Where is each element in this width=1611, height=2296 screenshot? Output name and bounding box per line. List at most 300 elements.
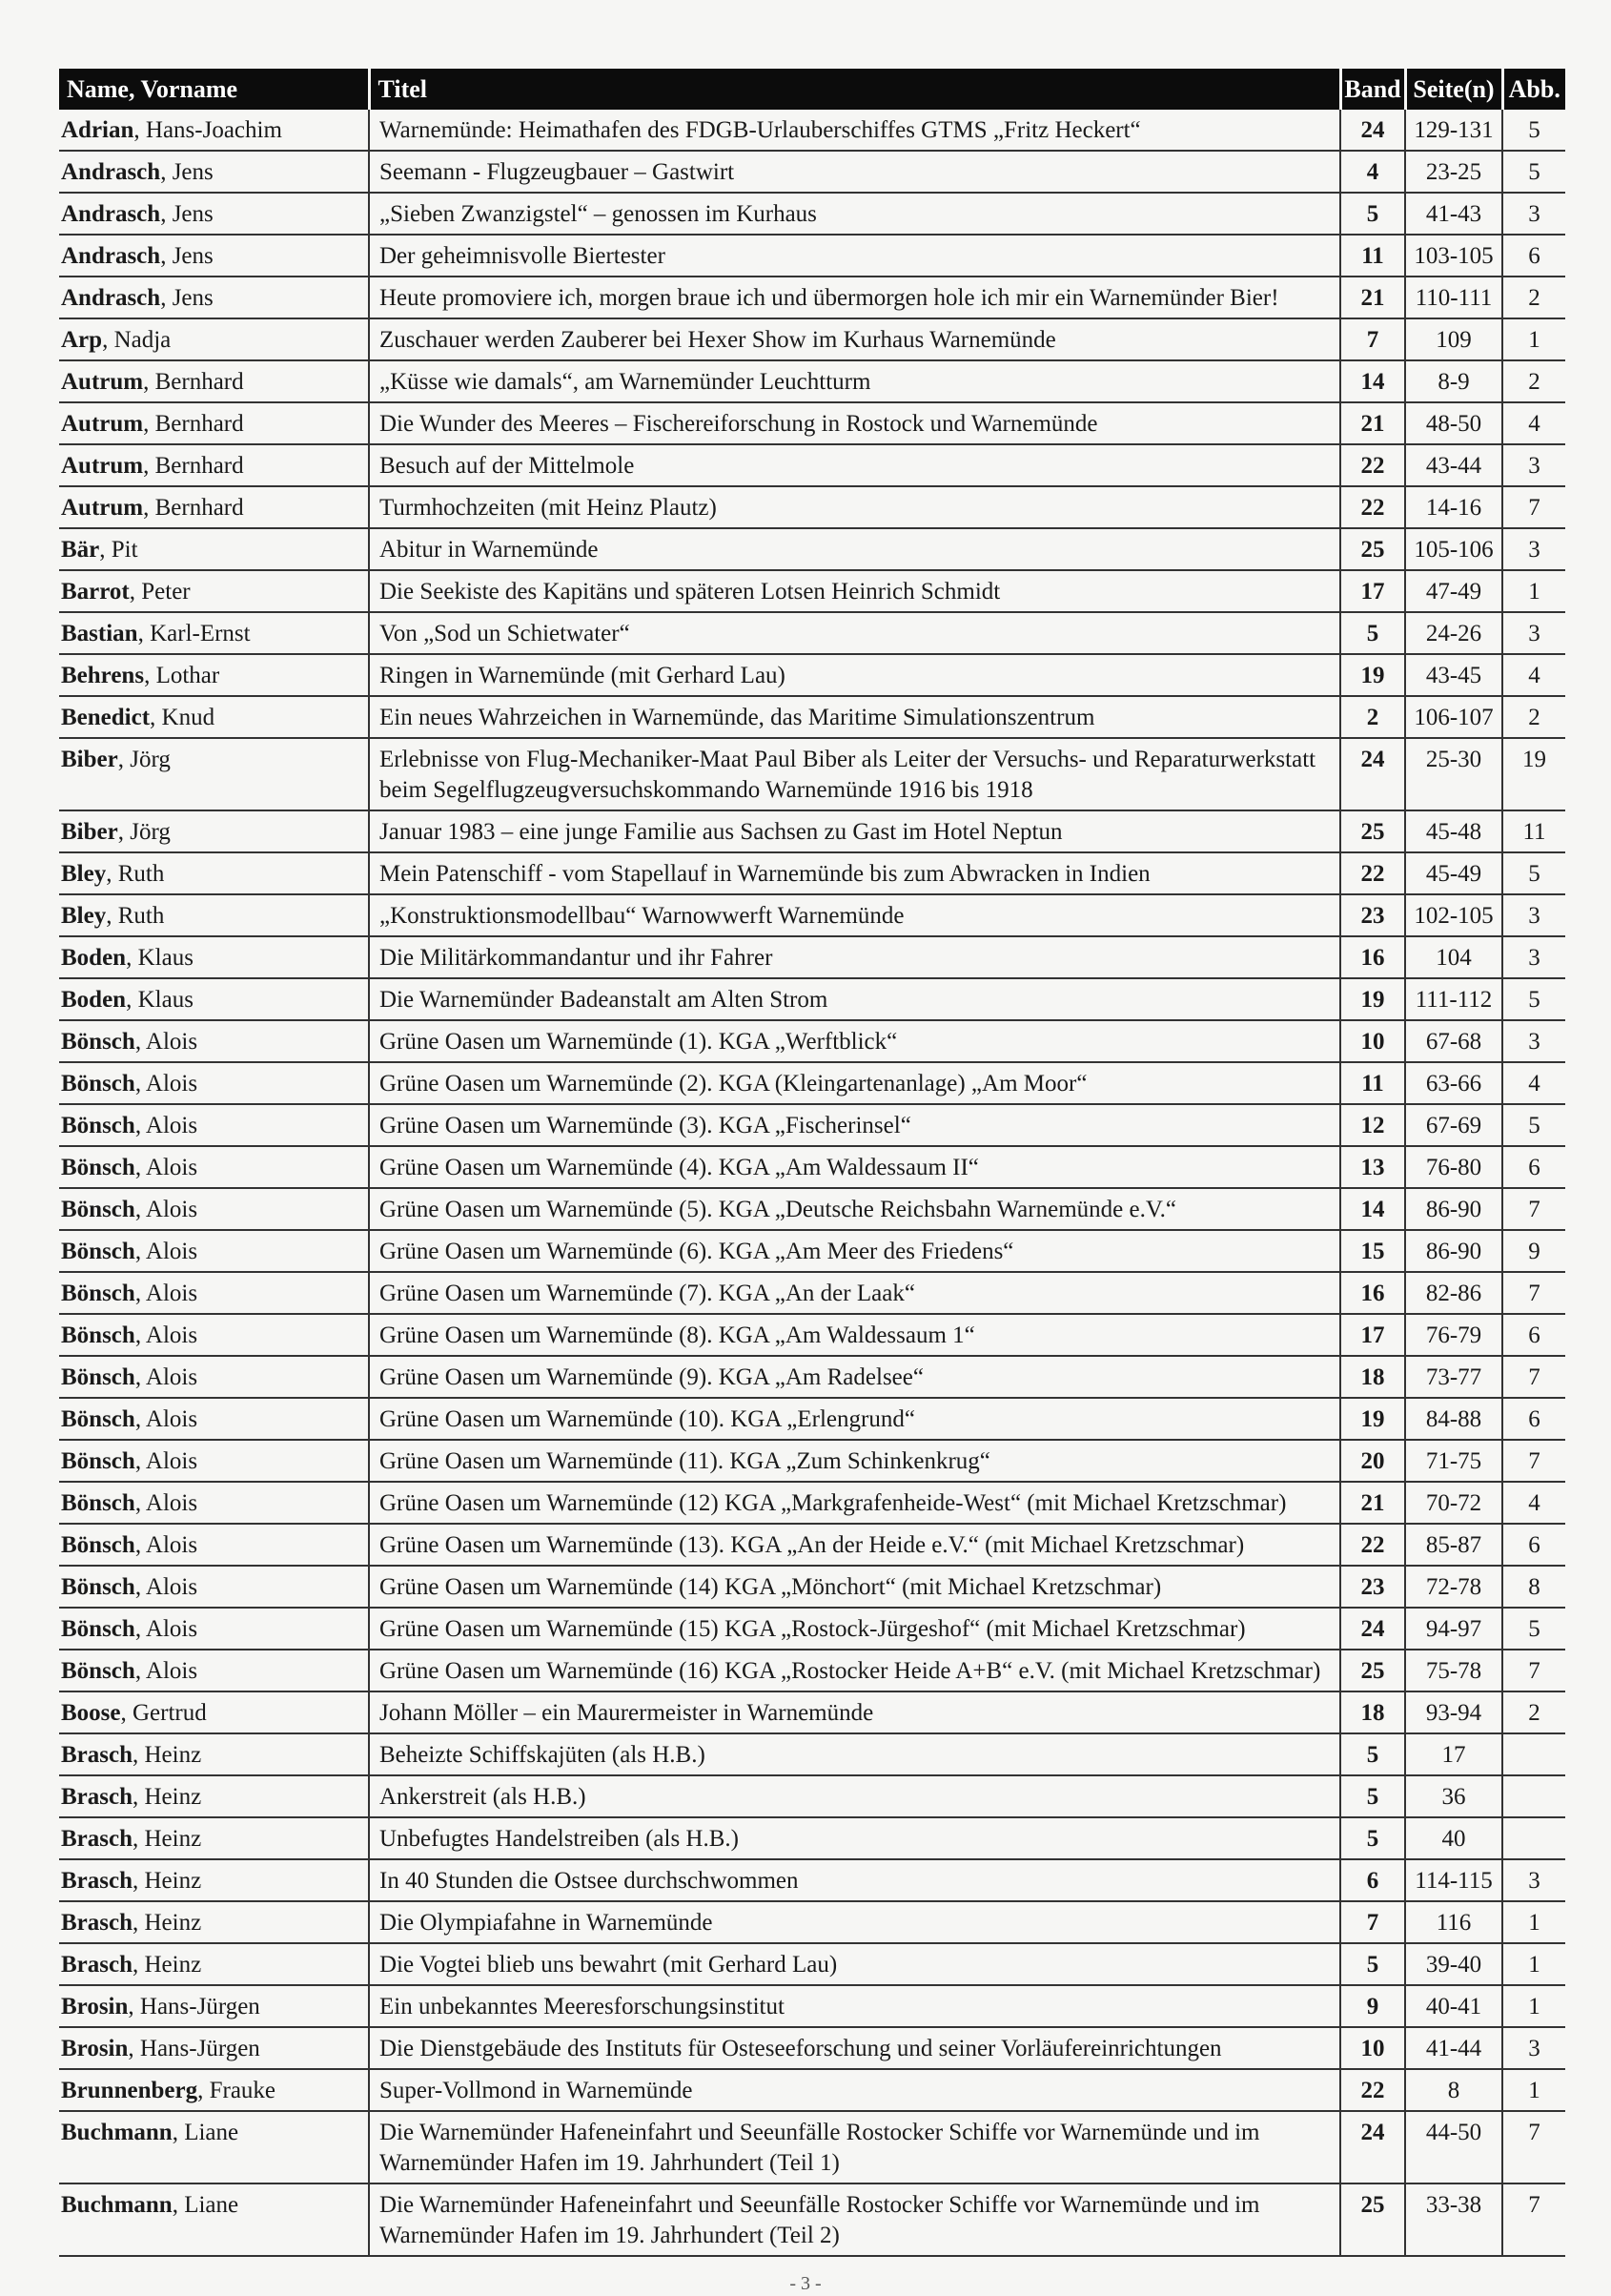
article-title: Abitur in Warnemünde	[369, 528, 1340, 570]
author-cell	[59, 1817, 369, 1859]
article-title: Die Militärkommandantur und ihr Fahrer	[369, 936, 1340, 978]
author-surname: Bönsch	[61, 1281, 135, 1306]
author-cell	[59, 235, 369, 277]
figure-count: 6	[1502, 1524, 1565, 1566]
page-range: 85-87	[1405, 1524, 1502, 1566]
band-number: 18	[1340, 1356, 1405, 1398]
author-cell	[59, 852, 369, 894]
table-row	[59, 1524, 1565, 1566]
article-title: Heute promoviere ich, morgen braue ich und übermorgen hole ich mir ein Warnemünder Bier!	[369, 277, 1340, 318]
author-surname: Bönsch	[61, 1364, 135, 1390]
page-range: 40	[1405, 1817, 1502, 1859]
figure-count: 6	[1502, 1146, 1565, 1188]
author-firstname: , Alois	[134, 1029, 198, 1055]
page-range: 43-44	[1405, 444, 1502, 486]
author-cell	[59, 360, 369, 402]
table-row	[59, 1356, 1565, 1398]
author-firstname: , Jens	[160, 201, 214, 227]
figure-count: 2	[1502, 696, 1565, 738]
author-firstname: , Alois	[134, 1490, 198, 1516]
author-surname: Buchmann	[61, 2192, 173, 2218]
table-body	[59, 110, 1565, 2256]
band-number: 22	[1340, 486, 1405, 528]
author-firstname: , Liane	[172, 2120, 239, 2145]
figure-count	[1502, 1775, 1565, 1817]
author-firstname: , Liane	[172, 2192, 239, 2218]
author-cell	[59, 570, 369, 612]
band-number: 19	[1340, 978, 1405, 1020]
author-cell	[59, 1146, 369, 1188]
table-row	[59, 1104, 1565, 1146]
table-row	[59, 696, 1565, 738]
band-number: 24	[1340, 738, 1405, 810]
article-title: Grüne Oasen um Warnemünde (15) KGA „Rostock-Jürgeshof“ (mit Michael Kretzschmar)	[369, 1608, 1340, 1650]
author-surname: Bley	[61, 861, 107, 887]
table-row	[59, 1482, 1565, 1524]
author-firstname: , Bernhard	[143, 453, 244, 479]
band-number: 24	[1340, 110, 1405, 151]
table-row	[59, 1817, 1565, 1859]
author-cell	[59, 1356, 369, 1398]
author-cell	[59, 1608, 369, 1650]
author-firstname: , Alois	[134, 1155, 198, 1180]
table-row	[59, 360, 1565, 402]
author-cell	[59, 2069, 369, 2111]
page-range: 70-72	[1405, 1482, 1502, 1524]
band-number: 13	[1340, 1146, 1405, 1188]
table-row	[59, 1020, 1565, 1062]
page-range: 47-49	[1405, 570, 1502, 612]
author-cell	[59, 738, 369, 810]
author-index-table	[59, 69, 1565, 2257]
author-cell	[59, 1901, 369, 1943]
page-range: 33-38	[1405, 2183, 1502, 2256]
page-range: 36	[1405, 1775, 1502, 1817]
author-firstname: , Bernhard	[143, 411, 244, 437]
article-title: Januar 1983 – eine junge Familie aus Sachsen zu Gast im Hotel Neptun	[369, 810, 1340, 852]
article-title: Die Warnemünder Hafeneinfahrt und Seeunfälle Rostocker Schiffe vor Warnemünde und im Warnemünder Hafen im 19. Jahrhundert (Teil 2)	[369, 2183, 1340, 2256]
author-cell	[59, 696, 369, 738]
band-number: 16	[1340, 936, 1405, 978]
table-row	[59, 2027, 1565, 2069]
header-seite: Seite(n)	[1405, 69, 1502, 110]
table-row	[59, 738, 1565, 810]
author-firstname: , Alois	[134, 1364, 198, 1390]
figure-count: 3	[1502, 444, 1565, 486]
page-range: 111-112	[1405, 978, 1502, 1020]
page-range: 44-50	[1405, 2111, 1502, 2183]
band-number: 22	[1340, 1524, 1405, 1566]
author-firstname: , Alois	[134, 1281, 198, 1306]
author-surname: Bönsch	[61, 1197, 135, 1222]
article-title: Ringen in Warnemünde (mit Gerhard Lau)	[369, 654, 1340, 696]
article-title: Besuch auf der Mittelmole	[369, 444, 1340, 486]
figure-count: 1	[1502, 1901, 1565, 1943]
table-row	[59, 277, 1565, 318]
article-title: Grüne Oasen um Warnemünde (7). KGA „An der Laak“	[369, 1272, 1340, 1314]
figure-count: 6	[1502, 235, 1565, 277]
author-firstname: , Ruth	[106, 861, 165, 887]
figure-count: 5	[1502, 1608, 1565, 1650]
band-number: 21	[1340, 1482, 1405, 1524]
author-cell	[59, 1985, 369, 2027]
article-title: Grüne Oasen um Warnemünde (5). KGA „Deutsche Reichsbahn Warnemünde e.V.“	[369, 1188, 1340, 1230]
page-range: 86-90	[1405, 1230, 1502, 1272]
author-cell	[59, 1482, 369, 1524]
page-range: 93-94	[1405, 1691, 1502, 1733]
figure-count: 5	[1502, 978, 1565, 1020]
band-number: 14	[1340, 1188, 1405, 1230]
page-range: 86-90	[1405, 1188, 1502, 1230]
table-row	[59, 1146, 1565, 1188]
author-firstname: , Heinz	[133, 1910, 202, 1936]
article-title: Ankerstreit (als H.B.)	[369, 1775, 1340, 1817]
author-surname: Bönsch	[61, 1616, 135, 1642]
figure-count	[1502, 1817, 1565, 1859]
page-number: - 3 -	[789, 2273, 822, 2294]
band-number: 10	[1340, 1020, 1405, 1062]
table-row	[59, 110, 1565, 151]
author-cell	[59, 894, 369, 936]
article-title: Die Dienstgebäude des Instituts für Osteseeforschung und seiner Vorläufereinrichtungen	[369, 2027, 1340, 2069]
table-row	[59, 1440, 1565, 1482]
author-surname: Brosin	[61, 1994, 129, 2019]
page-range: 45-48	[1405, 810, 1502, 852]
page-range: 76-79	[1405, 1314, 1502, 1356]
author-surname: Bley	[61, 903, 107, 929]
author-surname: Behrens	[61, 663, 145, 688]
author-cell	[59, 1104, 369, 1146]
article-title: Super-Vollmond in Warnemünde	[369, 2069, 1340, 2111]
article-title: Ein neues Wahrzeichen in Warnemünde, das Maritime Simulationszentrum	[369, 696, 1340, 738]
author-cell	[59, 1650, 369, 1691]
band-number: 6	[1340, 1859, 1405, 1901]
author-surname: Biber	[61, 819, 118, 845]
band-number: 21	[1340, 402, 1405, 444]
author-surname: Bönsch	[61, 1574, 135, 1600]
author-cell	[59, 1566, 369, 1608]
author-cell	[59, 936, 369, 978]
article-title: Die Wunder des Meeres – Fischereiforschung in Rostock und Warnemünde	[369, 402, 1340, 444]
page-range: 116	[1405, 1901, 1502, 1943]
article-title: Turmhochzeiten (mit Heinz Plautz)	[369, 486, 1340, 528]
page-range: 104	[1405, 936, 1502, 978]
author-surname: Boden	[61, 987, 127, 1013]
article-title: Grüne Oasen um Warnemünde (4). KGA „Am Waldessaum II“	[369, 1146, 1340, 1188]
author-firstname: , Lothar	[144, 663, 220, 688]
band-number: 11	[1340, 1062, 1405, 1104]
author-firstname: , Alois	[134, 1658, 198, 1684]
author-firstname: , Klaus	[126, 987, 194, 1013]
figure-count: 1	[1502, 1985, 1565, 2027]
author-surname: Bär	[61, 537, 100, 563]
table-row	[59, 2069, 1565, 2111]
article-title: Mein Patenschiff - vom Stapellauf in Warnemünde bis zum Abwracken in Indien	[369, 852, 1340, 894]
band-number: 5	[1340, 1775, 1405, 1817]
author-surname: Adrian	[61, 117, 134, 143]
author-surname: Bönsch	[61, 1322, 135, 1348]
article-title: Grüne Oasen um Warnemünde (2). KGA (Kleingartenanlage) „Am Moor“	[369, 1062, 1340, 1104]
band-number: 9	[1340, 1985, 1405, 2027]
header-abb: Abb.	[1502, 69, 1565, 110]
article-title: Grüne Oasen um Warnemünde (6). KGA „Am Meer des Friedens“	[369, 1230, 1340, 1272]
band-number: 25	[1340, 810, 1405, 852]
figure-count: 7	[1502, 1272, 1565, 1314]
author-firstname: , Alois	[134, 1616, 198, 1642]
author-firstname: , Ruth	[106, 903, 165, 929]
figure-count: 4	[1502, 402, 1565, 444]
author-cell	[59, 1230, 369, 1272]
table-row	[59, 1901, 1565, 1943]
author-cell	[59, 444, 369, 486]
author-firstname: , Klaus	[126, 945, 194, 971]
author-cell	[59, 1524, 369, 1566]
table-row	[59, 1272, 1565, 1314]
page-range: 129-131	[1405, 110, 1502, 151]
author-cell	[59, 1062, 369, 1104]
band-number: 18	[1340, 1691, 1405, 1733]
article-title: Von „Sod un Schietwater“	[369, 612, 1340, 654]
page-range: 17	[1405, 1733, 1502, 1775]
band-number: 2	[1340, 696, 1405, 738]
figure-count: 4	[1502, 1062, 1565, 1104]
author-firstname: , Peter	[129, 579, 191, 605]
page-range: 82-86	[1405, 1272, 1502, 1314]
article-title: „Sieben Zwanzigstel“ – genossen im Kurhaus	[369, 193, 1340, 235]
figure-count: 3	[1502, 894, 1565, 936]
figure-count: 5	[1502, 151, 1565, 193]
table-row	[59, 570, 1565, 612]
author-firstname: , Frauke	[197, 2078, 276, 2103]
article-title: Die Warnemünder Badeanstalt am Alten Strom	[369, 978, 1340, 1020]
figure-count: 19	[1502, 738, 1565, 810]
table-row	[59, 1859, 1565, 1901]
author-firstname: , Nadja	[102, 327, 172, 353]
table-row	[59, 1314, 1565, 1356]
table-row	[59, 2111, 1565, 2183]
author-firstname: , Alois	[134, 1071, 198, 1097]
author-cell	[59, 2027, 369, 2069]
page-range: 84-88	[1405, 1398, 1502, 1440]
band-number: 21	[1340, 277, 1405, 318]
page-range: 73-77	[1405, 1356, 1502, 1398]
page-range: 72-78	[1405, 1566, 1502, 1608]
figure-count: 7	[1502, 2183, 1565, 2256]
author-cell	[59, 1398, 369, 1440]
author-cell	[59, 978, 369, 1020]
figure-count: 5	[1502, 110, 1565, 151]
page-range: 24-26	[1405, 612, 1502, 654]
author-firstname: , Heinz	[133, 1952, 202, 1978]
figure-count: 4	[1502, 654, 1565, 696]
author-cell	[59, 277, 369, 318]
table-row	[59, 978, 1565, 1020]
table-row	[59, 318, 1565, 360]
author-firstname: , Jörg	[117, 819, 171, 845]
table-row	[59, 1398, 1565, 1440]
page-range: 76-80	[1405, 1146, 1502, 1188]
page-range: 67-68	[1405, 1020, 1502, 1062]
table-row	[59, 1650, 1565, 1691]
band-number: 25	[1340, 2183, 1405, 2256]
table-row	[59, 1733, 1565, 1775]
author-firstname: , Jens	[160, 159, 214, 185]
band-number: 16	[1340, 1272, 1405, 1314]
author-surname: Brunnenberg	[61, 2078, 198, 2103]
figure-count: 7	[1502, 1188, 1565, 1230]
author-firstname: , Jens	[160, 243, 214, 269]
article-title: Grüne Oasen um Warnemünde (3). KGA „Fischerinsel“	[369, 1104, 1340, 1146]
author-surname: Biber	[61, 747, 118, 772]
author-surname: Bönsch	[61, 1029, 135, 1055]
table-row	[59, 444, 1565, 486]
table-row	[59, 2183, 1565, 2256]
table-row	[59, 612, 1565, 654]
figure-count: 1	[1502, 570, 1565, 612]
author-firstname: , Alois	[134, 1448, 198, 1474]
band-number: 23	[1340, 1566, 1405, 1608]
author-cell	[59, 1775, 369, 1817]
table-row	[59, 894, 1565, 936]
author-surname: Bönsch	[61, 1406, 135, 1432]
author-surname: Bönsch	[61, 1532, 135, 1558]
figure-count: 3	[1502, 193, 1565, 235]
band-number: 7	[1340, 1901, 1405, 1943]
band-number: 4	[1340, 151, 1405, 193]
figure-count: 6	[1502, 1314, 1565, 1356]
author-surname: Autrum	[61, 411, 144, 437]
figure-count: 3	[1502, 936, 1565, 978]
band-number: 10	[1340, 2027, 1405, 2069]
article-title: Grüne Oasen um Warnemünde (10). KGA „Erlengrund“	[369, 1398, 1340, 1440]
author-surname: Brasch	[61, 1952, 133, 1978]
article-title: Warnemünde: Heimathafen des FDGB-Urlauberschiffes GTMS „Fritz Heckert“	[369, 110, 1340, 151]
band-number: 5	[1340, 1733, 1405, 1775]
page-range: 39-40	[1405, 1943, 1502, 1985]
author-firstname: , Alois	[134, 1406, 198, 1432]
table-row	[59, 852, 1565, 894]
figure-count: 7	[1502, 1650, 1565, 1691]
index-page	[59, 69, 1565, 2257]
author-firstname: , Heinz	[133, 1742, 202, 1768]
figure-count: 1	[1502, 2069, 1565, 2111]
author-surname: Barrot	[61, 579, 130, 605]
page-range: 41-43	[1405, 193, 1502, 235]
page-range: 110-111	[1405, 277, 1502, 318]
author-cell	[59, 1188, 369, 1230]
header-row	[59, 69, 1565, 110]
table-row	[59, 1230, 1565, 1272]
author-firstname: , Karl-Ernst	[137, 621, 251, 646]
article-title: Grüne Oasen um Warnemünde (12) KGA „Markgrafenheide-West“ (mit Michael Kretzschmar)	[369, 1482, 1340, 1524]
article-title: Beheizte Schiffskajüten (als H.B.)	[369, 1733, 1340, 1775]
table-row	[59, 486, 1565, 528]
figure-count	[1502, 1733, 1565, 1775]
band-number: 12	[1340, 1104, 1405, 1146]
author-firstname: , Bernhard	[143, 369, 244, 395]
band-number: 19	[1340, 1398, 1405, 1440]
figure-count: 11	[1502, 810, 1565, 852]
article-title: „Konstruktionsmodellbau“ Warnowwerft Warnemünde	[369, 894, 1340, 936]
article-title: Der geheimnisvolle Biertester	[369, 235, 1340, 277]
table-row	[59, 654, 1565, 696]
author-surname: Boden	[61, 945, 127, 971]
band-number: 20	[1340, 1440, 1405, 1482]
page-range: 48-50	[1405, 402, 1502, 444]
figure-count: 2	[1502, 1691, 1565, 1733]
author-cell	[59, 486, 369, 528]
page-range: 75-78	[1405, 1650, 1502, 1691]
author-cell	[59, 151, 369, 193]
article-title: Grüne Oasen um Warnemünde (16) KGA „Rostocker Heide A+B“ e.V. (mit Michael Kretzschmar)	[369, 1650, 1340, 1691]
figure-count: 4	[1502, 1482, 1565, 1524]
author-surname: Bönsch	[61, 1071, 135, 1097]
figure-count: 8	[1502, 1566, 1565, 1608]
author-firstname: , Alois	[134, 1197, 198, 1222]
page-range: 8	[1405, 2069, 1502, 2111]
table-row	[59, 1775, 1565, 1817]
author-cell	[59, 2183, 369, 2256]
band-number: 25	[1340, 1650, 1405, 1691]
band-number: 22	[1340, 2069, 1405, 2111]
author-surname: Benedict	[61, 705, 151, 730]
article-title: Grüne Oasen um Warnemünde (1). KGA „Werftblick“	[369, 1020, 1340, 1062]
author-firstname: , Hans-Jürgen	[128, 2036, 260, 2061]
author-firstname: , Pit	[99, 537, 138, 563]
figure-count: 2	[1502, 360, 1565, 402]
author-surname: Andrasch	[61, 159, 161, 185]
table-row	[59, 936, 1565, 978]
author-firstname: , Hans-Joachim	[133, 117, 282, 143]
article-title: Seemann - Flugzeugbauer – Gastwirt	[369, 151, 1340, 193]
band-number: 5	[1340, 1943, 1405, 1985]
table-row	[59, 1608, 1565, 1650]
table-row	[59, 402, 1565, 444]
band-number: 7	[1340, 318, 1405, 360]
article-title: „Küsse wie damals“, am Warnemünder Leuchtturm	[369, 360, 1340, 402]
figure-count: 7	[1502, 2111, 1565, 2183]
author-firstname: , Gertrud	[120, 1700, 207, 1726]
page-range: 94-97	[1405, 1608, 1502, 1650]
band-number: 22	[1340, 852, 1405, 894]
author-firstname: , Knud	[150, 705, 215, 730]
author-surname: Bastian	[61, 621, 138, 646]
author-surname: Andrasch	[61, 243, 161, 269]
figure-count: 1	[1502, 1943, 1565, 1985]
header-band: Band	[1340, 69, 1405, 110]
author-cell	[59, 1440, 369, 1482]
author-firstname: , Heinz	[133, 1784, 202, 1810]
author-surname: Bönsch	[61, 1490, 135, 1516]
header-title: Titel	[369, 69, 1340, 110]
figure-count: 7	[1502, 1356, 1565, 1398]
article-title: Ein unbekanntes Meeresforschungsinstitut	[369, 1985, 1340, 2027]
author-firstname: , Heinz	[133, 1868, 202, 1894]
article-title: Unbefugtes Handelstreiben (als H.B.)	[369, 1817, 1340, 1859]
band-number: 11	[1340, 235, 1405, 277]
author-surname: Brasch	[61, 1910, 133, 1936]
table-row	[59, 1985, 1565, 2027]
band-number: 19	[1340, 654, 1405, 696]
table-row	[59, 1943, 1565, 1985]
article-title: Grüne Oasen um Warnemünde (14) KGA „Mönchort“ (mit Michael Kretzschmar)	[369, 1566, 1340, 1608]
table-row	[59, 1188, 1565, 1230]
band-number: 23	[1340, 894, 1405, 936]
author-surname: Bönsch	[61, 1113, 135, 1138]
author-cell	[59, 1314, 369, 1356]
author-cell	[59, 1020, 369, 1062]
article-title: Grüne Oasen um Warnemünde (13). KGA „An der Heide e.V.“ (mit Michael Kretzschmar)	[369, 1524, 1340, 1566]
